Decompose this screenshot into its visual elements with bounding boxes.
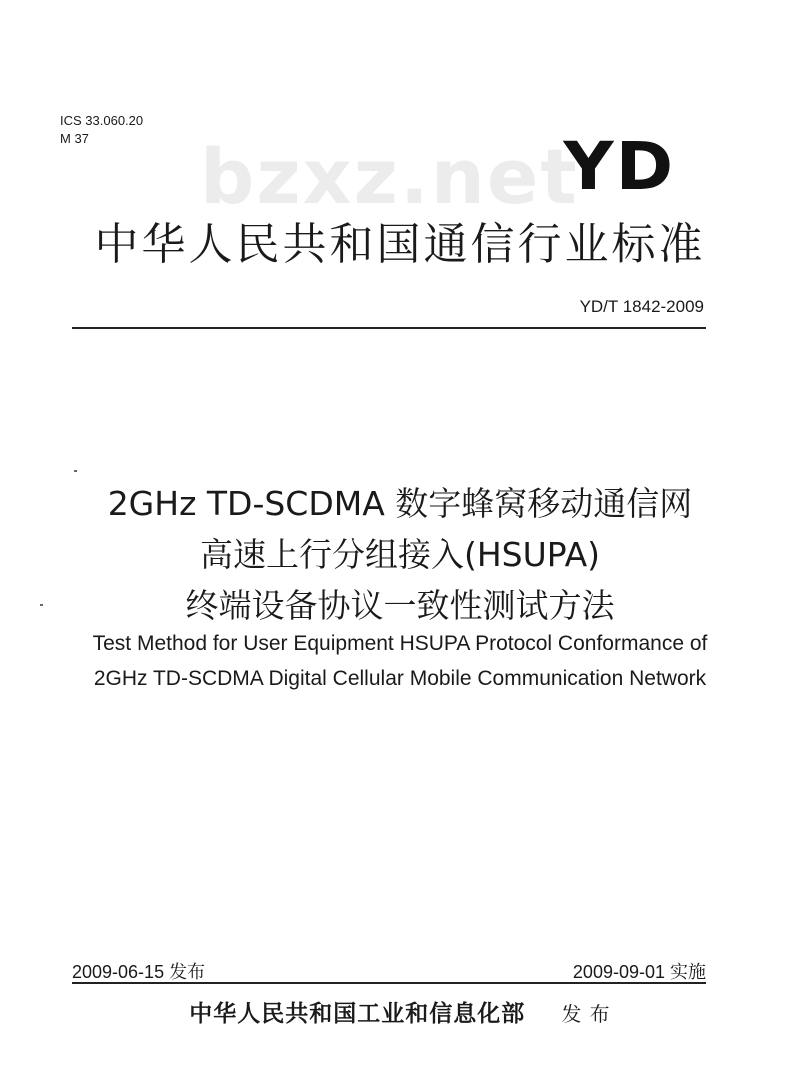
issue-date: 2009-06-15 发布 bbox=[72, 962, 206, 982]
title-en-line-1: Test Method for User Equipment HSUPA Protocol Conformance of bbox=[92, 632, 708, 655]
title-cn-line-1: 2GHz TD-SCDMA 数字蜂窝移动通信网 bbox=[107, 484, 693, 523]
ics-code: ICS 33.060.20 bbox=[60, 113, 144, 128]
publisher-name: 中华人民共和国工业和信息化部 bbox=[189, 1000, 526, 1027]
publisher-line bbox=[0, 995, 800, 1028]
title-cn-line-3: 终端设备协议一致性测试方法 bbox=[185, 586, 615, 625]
scan-speck bbox=[74, 470, 77, 472]
title-en-line-2: 2GHz TD-SCDMA Digital Cellular Mobile Communication Network bbox=[93, 667, 707, 690]
publish-word: 发 布 bbox=[561, 1002, 611, 1026]
watermark: bzxz.net bbox=[200, 132, 579, 221]
class-code: M 37 bbox=[60, 131, 89, 146]
standard-number: YD/T 1842-2009 bbox=[579, 297, 704, 316]
org-title: 中华人民共和国通信行业标准 bbox=[94, 219, 706, 270]
footer-rule bbox=[72, 982, 706, 984]
title-cn-line-2: 高速上行分组接入(HSUPA) bbox=[199, 535, 601, 574]
implement-date: 2009-09-01 实施 bbox=[572, 962, 706, 982]
yd-logo: YD bbox=[563, 128, 676, 205]
ics-code-block bbox=[60, 112, 143, 148]
header-rule bbox=[72, 327, 706, 329]
